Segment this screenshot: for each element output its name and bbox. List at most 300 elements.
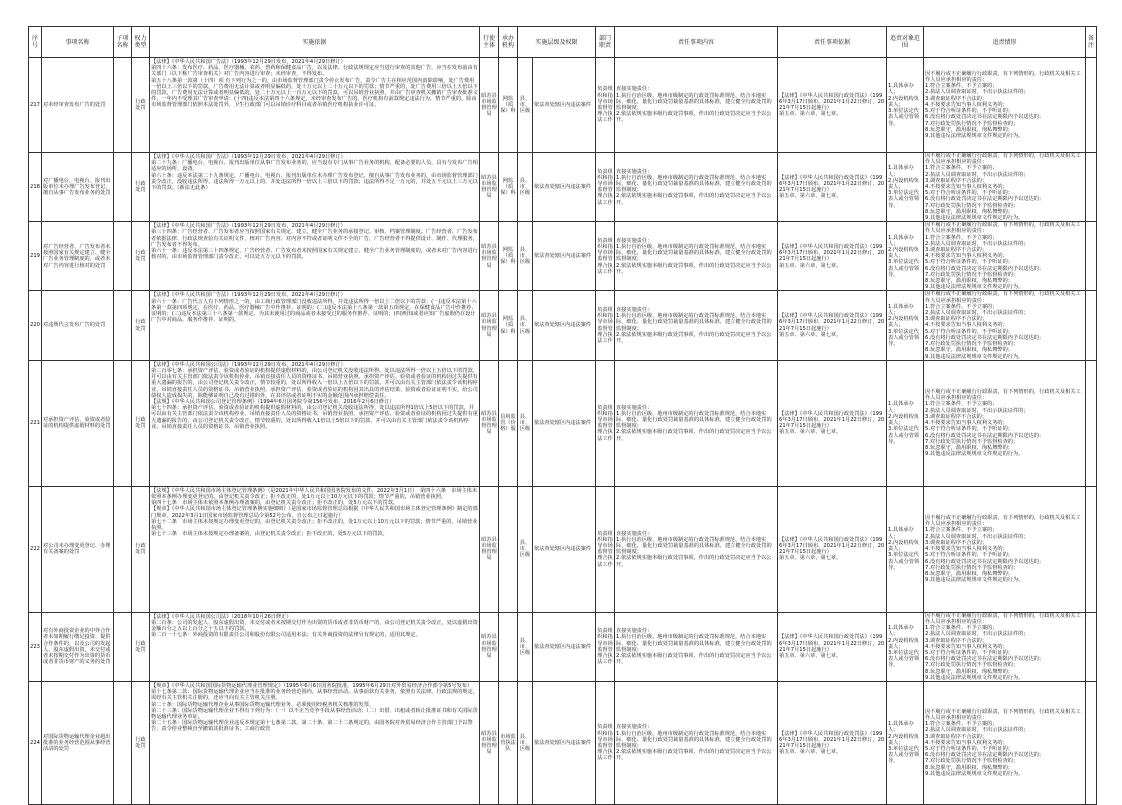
accountability-situations-line: 因不履行或不正确履行行政职责，有下列情形的，行政机关及相关工作人员应承担相应的责任：	[925, 515, 1081, 528]
remark	[1086, 291, 1097, 360]
responsibility-basis	[778, 681, 887, 804]
legal-basis-line: 第二百一十七条：外商投资的有限责任公司和股份有限公司适用本法；有关外商投资的法律另有规定的，适用其规定。	[151, 632, 421, 639]
row-number: 222	[29, 486, 42, 612]
accountability-situations-line: 6.没有将行政处罚决定书在法定期限内予以送达的；	[925, 265, 1045, 272]
col-header-subject: 行使主体	[480, 27, 499, 58]
responsibility-basis-line: 【法律】《中华人民共和国行政处罚法》（1996年3月17日颁布，2021年1月22日修订，2021年7月15日起施行）	[779, 243, 885, 263]
authority-scope: 依法查处辖区内违法案件	[533, 153, 596, 222]
accountability-situations-line: 7.对行政处罚执行情况不予监督检查的；	[925, 271, 1019, 278]
remark	[1086, 222, 1097, 291]
responsibility-content-line: 直接实施责任：	[616, 168, 653, 175]
accountability-situations	[924, 291, 1086, 360]
accountability-situations-line: 1.符合立案条件，不予立案的；	[925, 165, 998, 172]
remark	[1086, 681, 1097, 804]
accountability-situations-line: 5.对于符合听证条件的，不予听证的；	[925, 328, 1013, 335]
accountability-situations-line: 1.符合立案条件，不予立案的；	[925, 721, 998, 728]
accountability-situations-line: 8.玩忽职守，滥用职权、徇私舞弊的；	[925, 668, 1013, 675]
legal-basis-line: 【法规】《中华人民共和国公司登记管理条例》（1994年6月国务院令第156号发布，2016年2月6日修订）	[151, 398, 395, 405]
responsibility-basis-line: 第五章、第六章、第七章。	[779, 749, 842, 756]
accountability-targets-line: 2.内设机构负责人；	[888, 413, 919, 427]
accountability-situations-line: 6.没有将行政处罚决定书在法定期限内予以送达的；	[925, 196, 1045, 203]
accountability-situations-line: 4.不按要求告知当事人权利义务的；	[925, 546, 1008, 553]
department-duty: 负责组织和指导市场监督管理合执法工作	[596, 486, 615, 612]
table-body	[29, 58, 1097, 805]
accountability-situations	[924, 222, 1086, 291]
accountability-targets-line: 1.具体承办人；	[888, 83, 914, 96]
accountability-situations-line: 4.不按要求告知当事人权利义务的；	[925, 739, 1008, 746]
power-type: 行政处罚	[132, 58, 150, 153]
accountability-situations	[924, 153, 1086, 222]
legal-basis-line: 第二十条：国际货物运输代理企业从事国际货物运输代理业务，必须使用经税务机关核准的发票。	[151, 701, 375, 708]
executing-subject: 昭苏县市场监督管理局	[480, 681, 499, 804]
accountability-situations-line: 9.其他违反法律法规规章文件规定的行为。	[925, 674, 1024, 681]
accountability-targets	[887, 612, 924, 681]
accountability-situations-line: 5.对于符合听证条件的，不予听证的；	[925, 108, 1013, 115]
responsibility-basis-line: 第五章、第六章、第七章。	[779, 555, 842, 562]
responsibility-basis-line: 【法律】《中华人民共和国行政处罚法》（1996年3月17日颁布，2021年1月22日修订，2021年7月15日起施行）	[779, 730, 885, 749]
accountability-situations-line: 1.符合立案条件，不予立案的；	[925, 303, 998, 310]
legal-basis-line: 【法律】《中华人民共和国广告法》（1993年12月29日发布，2021年4月29日修订）	[151, 59, 346, 65]
accountability-situations-line: 因不履行或不正确履行行政职责，有下列情形的，行政机关及相关工作人员应承担相应的责任：	[925, 291, 1081, 304]
item-name: 对公司未办理变更登记、办理有关备案的处罚	[42, 486, 114, 612]
accountability-situations-line: 3.调查取证程序不合法的；	[925, 637, 988, 644]
executing-subject: 昭苏县市场监督管理局	[480, 222, 499, 291]
row-number: 218	[29, 153, 42, 222]
responsibility-content-line: 1.执行自治区级、地州市级制定的行政处罚标准规范，结合本地实际，细化、量化行政处罚裁量基准的具体标准，建立健全行政处罚的监督制度；	[616, 243, 772, 263]
table-row	[29, 612, 1097, 681]
accountability-situations-line: 8.玩忽职守，滥用职权、徇私舞弊的；	[925, 347, 1013, 354]
responsibility-content-line: 直接实施责任：	[616, 530, 653, 537]
accountability-situations-line: 9.其他违反法律法规规章文件规定的行为。	[925, 577, 1024, 584]
authority-list-sheet	[28, 26, 1096, 805]
row-number: 221	[29, 360, 42, 486]
responsibility-content	[615, 360, 778, 486]
legal-basis	[150, 58, 480, 153]
authority-table	[28, 26, 1097, 805]
responsibility-basis-line: 【法律】《中华人民共和国行政处罚法》（1996年3月17日颁布，2021年1月22日修订，2021年7月15日起施行）	[779, 313, 885, 332]
accountability-situations-line: 9.其他违反法律法规规章文件规定的行为。	[925, 284, 1024, 291]
accountability-situations-line: 4.不按要求告知当事人权利义务的；	[925, 253, 1008, 260]
department-duty: 负责组织和指导市场监督管理合执法工作	[596, 360, 615, 486]
accountability-situations-line: 6.没有将行政处罚决定书在法定期限内予以送达的；	[925, 114, 1045, 121]
table-row	[29, 58, 1097, 153]
legal-basis-line: 第四十七条 市场主体未依照本条例办理备案的，由登记机关责令改正；拒不改正的，处5万元以下的罚款。	[151, 500, 399, 507]
accountability-situations-line: 2.执法人员调查取证时，不出示执法证件的；	[925, 310, 1029, 317]
col-header-duty: 部门职责	[596, 27, 615, 58]
legal-basis-line: 【规章】《中华人民共和国国际货物运输代理业管理规定》（1995年6月6日国务院批准，1995年6月29日对外贸易经济合作部令第5号发布）	[151, 682, 473, 689]
accountability-targets-line: 1.具体承办人；	[888, 527, 914, 540]
responsibility-content-line: 直接实施责任：	[616, 404, 653, 411]
accountability-situations-line: 6.没有将行政处罚决定书在法定期限内予以送达的；	[925, 432, 1045, 439]
responsibility-content-line: 2.依法依规实施本级行政处罚事项，作出的行政处罚决定应当予以公开。	[616, 653, 772, 666]
responsibility-content-line: 1.执行自治区级、地州市级制定的行政处罚标准规范，结合本地实际，细化、量化行政处罚裁量基准的具体标准，建立健全行政处罚的监督制度；	[616, 92, 772, 111]
department-duty: 负责组织和指导市场监督管理合执法工作	[596, 222, 615, 291]
accountability-situations-line: 7.对行政处罚执行情况不予监督检查的；	[925, 438, 1019, 445]
col-header-targets: 追责对象范围	[887, 27, 924, 58]
sub-item-name	[114, 486, 132, 612]
power-type: 行政处罚	[132, 486, 150, 612]
legal-basis-line: 第二百条：公司的发起人、股东虚假出资，未交付或者未按期交付作为出资的货币或者非货币财产的，由公司登记机关责令改正，处以虚假出资金额百分之五以上百分之十五以下的罚款。	[151, 619, 478, 633]
handling-office: 网监（质保）科	[499, 153, 518, 222]
accountability-situations-line: 7.对行政处罚执行情况不予监督检查的；	[925, 564, 1019, 571]
legal-basis-line: 第十七条第二款：国际货物运输代理企业应当在批准的业务经营范围内，从事经营活动。从事前款有关业务，依照有关法律、行政法规的规定，需经有关主管机关注册的，还应当向有关主管机关注册。	[151, 689, 478, 702]
legal-basis-line: 第六十条：违反本法第二十九条规定，广播电台、电视台、报刊出版单位未办理广告发布登记，擅自从事广告发布业务的，由市场监督管理部门责令改正，没收违法所得，违法所得一万元以上的，并处违法所得一倍以上三倍以下的罚款；违法所得不足一万元的，并处五千元以上三万元以下的罚款。（新法无此条）	[151, 172, 478, 192]
accountability-situations-line: 7.对行政处罚执行情况不予监督检查的；	[925, 120, 1019, 127]
legal-basis	[150, 222, 480, 291]
accountability-situations-line: 9.其他违反法律法规规章文件规定的行为。	[925, 132, 1024, 139]
accountability-situations-line: 9.其他违反法律法规规章文件规定的行为。	[925, 215, 1024, 222]
accountability-situations-line: 1.符合立案条件，不予立案的；	[925, 625, 998, 632]
accountability-situations-line: 7.对行政处罚执行情况不予监督检查的；	[925, 758, 1019, 765]
accountability-situations-line: 5.对于符合听证条件的，不予听证的；	[925, 746, 1013, 753]
power-type: 行政处罚	[132, 681, 150, 804]
accountability-situations-line: 因不履行或不正确履行行政职责，有下列情形的，行政机关及相关工作人员应承担相应的责任：	[925, 70, 1081, 84]
accountability-situations-line: 因不履行或不正确履行行政职责，有下列情形的，行政机关及相关工作人员应承担相应的责任：	[925, 153, 1081, 166]
accountability-targets-line: 2.内设机构负责人；	[888, 247, 919, 260]
item-name: 对广告经营者、广告发布者未按照国家有关规定建立、健全广告业务管理制度的，或者未对广告内容进行核对的处罚	[42, 222, 114, 291]
accountability-targets-line: 3.单位法定代表人或分管领导。	[888, 746, 920, 765]
authority-scope: 依法查处辖区内违法案件	[533, 58, 596, 153]
accountability-situations-line: 4.不按要求告知当事人权利义务的；	[925, 420, 1008, 427]
accountability-targets	[887, 58, 924, 153]
sub-item-name	[114, 58, 132, 153]
implementation-level: 县、市、区级	[518, 58, 533, 153]
accountability-situations-line: 2.执法人员调查取证时，不出示执法证件的；	[925, 89, 1029, 96]
legal-basis-line: 【法规】《中华人民共和国市场主体登记管理条例》（是2021年中华人民共和国国务院发布的文件，2022年3月1日） 第四十六条 市场主体未依照本条例办理变更登记的，由登记机关责令改正；拒不改正的，处1万元以上10万元以下的罚款；情节严重的，吊销营业执照。	[151, 487, 478, 500]
accountability-situations-line: 6.没有将行政处罚决定书在法定期限内予以送达的；	[925, 558, 1045, 565]
accountability-situations-line: 因不履行或不正确履行行政职责，有下列情形的，行政机关及相关工作人员应承担相应的责任：	[925, 708, 1081, 722]
accountability-targets-line: 1.具体承办人；	[888, 303, 914, 317]
accountability-situations-line: 因不履行或不正确履行行政职责，有下列情形的，行政机关及相关工作人员应承担相应的责任：	[925, 389, 1081, 402]
row-number: 223	[29, 612, 42, 681]
accountability-situations-line: 4.不按要求告知当事人权利义务的；	[925, 101, 1008, 108]
accountability-situations-line: 因不履行或不正确履行行政职责，有下列情形的，行政机关及相关工作人员应承担相应的责任：	[925, 612, 1081, 625]
accountability-targets	[887, 681, 924, 804]
item-name: 对有外商投资企业的中外合作者未如期履行缴足投资、提供合作条件的，以及公司的发起人、股东虚假出资，未交付或者未按期交付作为出资的货币或者非货币财产的义务的处罚	[42, 612, 114, 681]
executing-subject: 昭苏县市场监督管理局	[480, 612, 499, 681]
responsibility-content	[615, 222, 778, 291]
legal-basis-line: 第二百零七条：承担资产评估、验资或者验证的机构提供虚假材料的，由公司登记机关没收违法所得，处以违法所得一倍以上五倍以下的罚款，并可以由有关主管部门依法责令该机构停业、吊销直接责任人员的资格证书，吊销营业执照。承担资产评估、验资或者验证的机构因过失提供有重大遗漏的报告的，由公司登记机关责令改正，情节较重的，处以所得收入一倍以上五倍以下的罚款，并可以由有关主管部门依法责令该机构停业、吊销直接责任人员的资格证书，吊销营业执照。承担资产评估、验资或者验证的机构因其出具的评估结果、验资或者验证证明不实，给公司债权人造成损失的，除能够证明自己没有过错的外，在其评估或者证明不实的金额范围内承担赔偿责任。	[151, 367, 478, 399]
legal-basis-line: 【规章】《中华人民共和国市场主体登记管理条例实施细则》（是国家市场监督管理总局根据《中华人民共和国市场主体登记管理条例》制定的部门规章。2022年3月1日国家市场监督管理总局令第52号公布，自公布之日起施行）	[151, 506, 478, 519]
accountability-targets-line: 1.具体承办人；	[888, 625, 914, 638]
responsibility-basis	[778, 58, 887, 153]
handling-office: 市场监管执法队	[499, 681, 518, 804]
implementation-level: 县、市、区级	[518, 612, 533, 681]
table-row	[29, 222, 1097, 291]
responsibility-content-line: 2.依法依规实施本级行政处罚事项，作出的行政处罚决定应当予以公开。	[616, 111, 772, 124]
legal-basis-line: 第六十一条：违反本法第三十四条规定，广告经营者、广告发布者未按照国家有关规定建立、健全广告业务管理制度的，或者未对广告内容进行核对的，由市场监督管理部门责令改正，可以处五万元以下的罚款。	[151, 248, 478, 261]
legal-basis-line: 【法律】《中华人民共和国公司法》（1993年12月29日发布，2021年4月29日修订）	[151, 361, 346, 368]
responsibility-content-line: 2.依法依规实施本级行政处罚事项，作出的行政处罚决定应当予以公开。	[616, 262, 772, 275]
implementation-level: 县、市、区级	[518, 360, 533, 486]
legal-basis	[150, 360, 480, 486]
implementation-level: 县、市、区级	[518, 153, 533, 222]
responsibility-content	[615, 681, 778, 804]
accountability-situations-line: 1.符合立案条件，不予立案的；	[925, 83, 998, 90]
handling-office: 网监（质保）科	[499, 291, 518, 360]
accountability-situations-line: 9.其他违反法律法规规章文件规定的行为。	[925, 770, 1024, 777]
accountability-situations-line: 8.玩忽职守，滥用职权、徇私舞弊的；	[925, 208, 1013, 215]
responsibility-content	[615, 612, 778, 681]
accountability-situations-line: 8.玩忽职守，滥用职权、徇私舞弊的；	[925, 444, 1013, 451]
accountability-situations-line: 2.执法人员调查取证时，不出示执法证件的；	[925, 171, 1029, 178]
item-name: 对广播电台、电视台、报刊出版单位未办理广告发布登记，擅自从事广告发布业务的处罚	[42, 153, 114, 222]
accountability-situations-line: 1.符合立案条件，不予立案的；	[925, 527, 998, 534]
executing-subject: 昭苏县市场监督管理局	[480, 58, 499, 153]
accountability-situations-line: 3.调查取证程序不合法的；	[925, 733, 988, 740]
accountability-situations-line: 因不履行或不正确履行行政职责，有下列情形的，行政机关及相关工作人员应承担相应的责任：	[925, 222, 1081, 235]
authority-scope: 依法查处辖区内违法案件	[533, 486, 596, 612]
responsibility-content-line: 1.执行自治区级、地州市级制定的行政处罚标准规范，结合本地实际，细化、量化行政处罚裁量基准的具体标准，建立健全行政处罚的监督制度；	[616, 536, 772, 556]
row-number: 220	[29, 291, 42, 360]
executing-subject: 昭苏县市场监督管理局	[480, 486, 499, 612]
col-header-type: 权力类型	[132, 27, 150, 58]
row-number: 217	[29, 58, 42, 153]
responsibility-content-line: 1.执行自治区级、地州市级制定的行政处罚标准规范，结合本地实际，细化、量化行政处罚裁量基准的具体标准，建立健全行政处罚的监督制度；	[616, 410, 772, 430]
implementation-level: 县、市、区级	[518, 291, 533, 360]
accountability-situations-line: 5.对于符合听证条件的，不予听证的；	[925, 552, 1013, 559]
responsibility-content-line: 2.依法依规实施本级行政处罚事项，作出的行政处罚决定应当予以公开。	[616, 193, 772, 206]
accountability-targets-line: 2.内设机构负责人；	[888, 637, 919, 650]
authority-scope: 依法查处辖区内违法案件	[533, 681, 596, 804]
legal-basis	[150, 612, 480, 681]
responsibility-basis-line: 第五章、第六章、第七章。	[779, 429, 842, 436]
responsibility-content	[615, 58, 778, 153]
accountability-targets	[887, 153, 924, 222]
authority-scope: 依法查处辖区内违法案件	[533, 291, 596, 360]
department-duty: 负责组织和指导市场监督管理合执法工作	[596, 153, 615, 222]
legal-basis-line: 第七十三条 市场主体未按规定办理备案的，由登记机关责令改正；拒不改正的，处5万元以下的罚款。	[151, 531, 388, 538]
responsibility-content-line: 直接实施责任：	[616, 86, 653, 93]
row-number: 224	[29, 681, 42, 804]
col-header-level: 实施层级及权限	[518, 27, 596, 58]
accountability-situations-line: 6.没有将行政处罚决定书在法定期限内予以送达的；	[925, 656, 1045, 663]
responsibility-content-line: 2.依法依规实施本级行政处罚事项，作出的行政处罚决定应当予以公开。	[616, 331, 772, 344]
accountability-situations-line: 7.对行政处罚执行情况不予监督检查的；	[925, 341, 1019, 348]
accountability-situations-line: 3.调查取证程序不合法的；	[925, 413, 988, 420]
accountability-situations-line: 1.符合立案条件，不予立案的；	[925, 234, 998, 241]
col-header-sub: 子项名称	[114, 27, 132, 58]
legal-basis-line: 第五十八条第一款第（十四）项 有下列行为之一的，由市场监督管理部门责令停止发布广告，责令广告主在相应范围内消除影响，处广告费用一倍以上三倍以下的罚款，广告费用无法计算或者明显偏低的，处十万元以上二十万元以下的罚款；情节严重的，处广告费用三倍以上五倍以下的罚款，广告费用无法计算或者明显偏低的，处二十万元以上一百万元以下的罚款，可以吊销营业执照，并由广告审查机关撤销广告审查批准文件、一年内不受理其广告审查申请：(十四)违反本法第四十六条规定，未经审查发布广告的。医疗机构有前款规定违法行为，情节严重的，除由市场监督管理部门依照本法处罚外，卫生行政部门可以吊销诊疗科目或者吊销医疗机构执业许可证。	[151, 77, 478, 109]
accountability-situations	[924, 360, 1086, 486]
accountability-situations-line: 3.调查取证程序不合法的；	[925, 539, 988, 546]
department-duty: 负责组织和指导市场监督管理合执法工作	[596, 291, 615, 360]
department-duty: 负责组织和指导市场监督管理合执法工作	[596, 612, 615, 681]
responsibility-content-line: 1.执行自治区级、地州市级制定的行政处罚标准规范，结合本地实际，细化、量化行政处罚裁量基准的具体标准，建立健全行政处罚的监督制度；	[616, 174, 772, 194]
executing-subject: 昭苏县市场监督管理局	[480, 153, 499, 222]
legal-basis-line: 第二十三条：国际货物运输代理企业不得有下列行为：（一）以不正当竞争手段从事经营活动；（二）出借、出租或者转让批准证书和有关国际货物运输代理业务单证。	[151, 707, 478, 720]
department-duty: 负责组织和指导市场监督管理合执法工作	[596, 58, 615, 153]
accountability-situations-line: 5.对于符合听证条件的，不予听证的；	[925, 426, 1013, 433]
table-row	[29, 153, 1097, 222]
handling-office: 信用监管（价格）股	[499, 360, 518, 486]
responsibility-basis-line: 【法律】《中华人民共和国行政处罚法》（1996年3月17日颁布，2021年1月22日修订，2021年7月15日起施行）	[779, 634, 885, 653]
col-header-office: 承办机构	[499, 27, 518, 58]
accountability-targets	[887, 360, 924, 486]
power-type: 行政处罚	[132, 360, 150, 486]
col-header-basis: 实施依据	[150, 27, 480, 58]
handling-office: 网监（质保）科	[499, 222, 518, 291]
accountability-targets-line: 3.单位法定代表人或分管领导。	[888, 649, 920, 669]
row-number: 219	[29, 222, 42, 291]
accountability-targets-line: 3.单位法定代表人或分管领导。	[888, 552, 920, 571]
responsibility-basis-line: 第五章、第六章、第七章。	[779, 331, 842, 338]
responsibility-basis-line: 【法律】《中华人民共和国行政处罚法》（1996年3月17日颁布，2021年1月22日修订，2021年7月15日起施行）	[779, 174, 885, 194]
accountability-targets-line: 3.单位法定代表人或分管领导。	[888, 328, 920, 348]
responsibility-content-line: 2.依法依规实施本级行政处罚事项，作出的行政处罚决定应当予以公开。	[616, 749, 772, 762]
accountability-targets	[887, 486, 924, 612]
accountability-targets-line: 2.内设机构负责人；	[888, 177, 919, 191]
legal-basis-line: 【法律】《中华人民共和国广告法》（1993年12月29日发布，2021年4月29日修订）	[151, 292, 346, 299]
legal-basis	[150, 291, 480, 360]
accountability-situations-line: 3.调查取证程序不合法的；	[925, 95, 988, 102]
authority-scope: 依法查处辖区内违法案件	[533, 612, 596, 681]
legal-basis	[150, 486, 480, 612]
item-name: 对承担资产评估、验资或者验证的机构提供虚假材料的处罚	[42, 360, 114, 486]
item-name: 对违规代言发布广告的处罚	[42, 291, 114, 360]
accountability-situations-line: 2.执法人员调查取证时，不出示执法证件的；	[925, 631, 1029, 638]
responsibility-content-line: 直接实施责任：	[616, 724, 653, 731]
accountability-targets	[887, 291, 924, 360]
responsibility-content-line: 直接实施责任：	[616, 306, 653, 313]
legal-basis-line: 第七十二条 市场主体未按规定办理变更登记的，由登记机关责令改正；拒不改正的，处1万元以上10万元以下的罚款；情节严重的，吊销营业执照。	[151, 518, 478, 531]
legal-basis-line: 【法律】《中华人民共和国广告法》（1993年12月29日发布，2021年4月29日修订）	[151, 223, 346, 230]
accountability-situations-line: 6.没有将行政处罚决定书在法定期限内予以送达的；	[925, 752, 1045, 759]
legal-basis-line: 【法律】《中华人民共和国广告法》（1993年12月29日发布，2021年4月29日修订）	[151, 154, 346, 160]
responsibility-basis-line: 第五章、第六章、第七章。	[779, 111, 842, 118]
power-type: 行政处罚	[132, 153, 150, 222]
item-name: 对未经审查发布广告的处罚	[42, 58, 114, 153]
col-header-no: 序号	[29, 27, 42, 58]
responsibility-basis	[778, 486, 887, 612]
authority-scope: 依法查处辖区内违法案件	[533, 360, 596, 486]
accountability-situations	[924, 612, 1086, 681]
accountability-situations-line: 8.玩忽职守，滥用职权、徇私舞弊的；	[925, 570, 1013, 577]
accountability-targets-line: 3.单位法定代表人或分管领导。	[888, 190, 920, 209]
col-header-content: 责任事项内容	[615, 27, 778, 58]
responsibility-content-line: 1.执行自治区级、地州市级制定的行政处罚标准规范，结合本地实际，细化、量化行政处罚裁量基准的具体标准，建立健全行政处罚的监督制度；	[616, 730, 772, 749]
accountability-situations-line: 7.对行政处罚执行情况不予监督检查的；	[925, 202, 1019, 209]
power-type: 行政处罚	[132, 612, 150, 681]
responsibility-basis	[778, 360, 887, 486]
accountability-targets-line: 1.具体承办人；	[888, 234, 914, 247]
remark	[1086, 360, 1097, 486]
accountability-situations-line: 9.其他违反法律法规规章文件规定的行为。	[925, 353, 1024, 360]
accountability-situations-line: 5.对于符合听证条件的，不予听证的；	[925, 190, 1013, 197]
accountability-targets-line: 2.内设机构负责人；	[888, 539, 919, 553]
sub-item-name	[114, 360, 132, 486]
legal-basis-line: 【法律】《中华人民共和国公司法》（2018年10月26日修正）	[151, 613, 292, 620]
handling-office: 网监（质保）科	[499, 58, 518, 153]
power-type: 行政处罚	[132, 291, 150, 360]
remark	[1086, 153, 1097, 222]
col-header-remark: 备注	[1086, 27, 1097, 58]
accountability-targets-line: 3.单位法定代表人或分管领导。	[888, 426, 920, 445]
table-row	[29, 291, 1097, 360]
table-row	[29, 681, 1097, 804]
col-header-name: 事项名称	[42, 27, 114, 58]
accountability-situations-line: 2.执法人员调查取证时，不出示执法证件的；	[925, 407, 1029, 414]
responsibility-content-line: 2.依法依规实施本级行政处罚事项，作出的行政处罚决定应当予以公开。	[616, 555, 772, 568]
legal-basis-line: 第七十四条：承担资产评估、验资或者验证的机构提供虚假材料的，由公司登记机关没收违法所得，处以违法所得1倍以上5倍以下的罚款，并可以由有关主管部门依法责令该机构停业、吊销直接责任人员的资格证书，吊销营业执照。承担资产评估、验资或者验证的机构因过失提供有重大遗漏的报告的，由公司登记机关责令改正，情节较重的，处以所得收入1倍以上5倍以下的罚款，并可以由有关主管部门依法责令该机构停业、吊销直接责任人员的资格证书，吊销营业执照。	[151, 405, 478, 430]
accountability-situations-line: 4.不按要求告知当事人权利义务的；	[925, 184, 1008, 191]
sub-item-name	[114, 681, 132, 804]
accountability-situations-line: 7.对行政处罚执行情况不予监督检查的；	[925, 662, 1019, 669]
responsibility-basis	[778, 222, 887, 291]
table-row	[29, 486, 1097, 612]
legal-basis	[150, 681, 480, 804]
responsibility-basis	[778, 153, 887, 222]
responsibility-content	[615, 486, 778, 612]
item-name: 对国际货物运输代理企业超出批准的业务经营范围从事经营活动的处罚	[42, 681, 114, 804]
accountability-situations-line: 2.执法人员调查取证时，不出示执法证件的；	[925, 727, 1029, 734]
department-duty: 负责组织和指导市场监督管理合执法工作	[596, 681, 615, 804]
remark	[1086, 58, 1097, 153]
responsibility-content	[615, 153, 778, 222]
executing-subject: 昭苏县市场监督管理局	[480, 291, 499, 360]
handling-office	[499, 612, 518, 681]
accountability-targets-line: 2.内设机构负责人；	[888, 95, 919, 108]
accountability-situations-line: 5.对于符合听证条件的，不予听证的；	[925, 649, 1013, 656]
sub-item-name	[114, 153, 132, 222]
accountability-situations	[924, 486, 1086, 612]
accountability-targets-line: 3.单位法定代表人或分管领导。	[888, 259, 920, 278]
implementation-level: 县、市、区级	[518, 486, 533, 612]
accountability-targets-line: 1.具体承办人；	[888, 165, 914, 178]
accountability-situations-line: 8.玩忽职守，滥用职权、徇私舞弊的；	[925, 764, 1013, 771]
power-type: 行政处罚	[132, 222, 150, 291]
responsibility-basis-line: 【法律】《中华人民共和国行政处罚法》（1996年3月17日颁布，2021年1月22日修订，2021年7月15日起施行）	[779, 536, 885, 556]
legal-basis-line: 第四十六条：发布医疗、药品、医疗器械、农药、兽药和保健食品广告，以及法律、行政法规规定应当进行审查的其他广告，应当在发布前由有关部门（以下称广告审查机关）对广告内容进行审查；未经审查，不得发布。	[151, 65, 478, 78]
legal-basis-line: 第二十九条：广播电台、电视台、报刊出版单位从事广告发布业务的，应当设有专门从事广告业务的机构，配备必要的人员，具有与发布广告相适应的场所、设备。	[151, 160, 478, 173]
remark	[1086, 612, 1097, 681]
responsibility-basis-line: 第五章、第六章、第七章。	[779, 193, 842, 200]
accountability-situations-line: 3.调查取证程序不合法的；	[925, 247, 988, 254]
col-header-liability-basis: 责任事项依据	[778, 27, 887, 58]
accountability-targets	[887, 222, 924, 291]
accountability-situations-line: 4.不按要求告知当事人权利义务的；	[925, 643, 1008, 650]
responsibility-content-line: 直接实施责任：	[616, 628, 653, 635]
responsibility-basis-line: 【法律】《中华人民共和国行政处罚法》（1996年3月17日颁布，2021年1月22日修订，2021年7月15日起施行）	[779, 92, 885, 111]
implementation-level: 县、市、区级	[518, 681, 533, 804]
responsibility-content	[615, 291, 778, 360]
accountability-targets-line: 2.内设机构负责人；	[888, 316, 919, 329]
responsibility-basis-line: 第五章、第六章、第七章。	[779, 262, 842, 269]
responsibility-basis-line: 第五章、第六章、第七章。	[779, 653, 842, 660]
handling-office	[499, 486, 518, 612]
authority-scope: 依法查处辖区内违法案件	[533, 222, 596, 291]
implementation-level: 县、市、区级	[518, 222, 533, 291]
remark	[1086, 486, 1097, 612]
legal-basis-line: 第三十四条：广告经营者、广告发布者应当按照国家有关规定，建立、健全广告业务的承接登记、审核、档案管理制度。广告经营者、广告发布者依据法律、行政法规查验有关证明文件，核对广告内容。对内容不符或者证明文件不全的广告，广告经营者不得提供设计、制作、代理服务，广告发布者不得发布。	[151, 229, 478, 248]
accountability-situations-line: 9.其他违反法律法规规章文件规定的行为。	[925, 451, 1024, 458]
accountability-situations-line: 2.执法人员调查取证时，不出示执法证件的；	[925, 240, 1029, 247]
accountability-situations-line: 1.符合立案条件，不予立案的；	[925, 401, 998, 408]
accountability-situations-line: 4.不按要求告知当事人权利义务的；	[925, 322, 1008, 329]
accountability-situations-line: 6.没有将行政处罚决定书在法定期限内予以送达的；	[925, 334, 1045, 341]
responsibility-basis-line: 【法律】《中华人民共和国行政处罚法》（1996年3月17日颁布，2021年1月22日修订，2021年7月15日起施行）	[779, 410, 885, 430]
responsibility-content-line: 1.执行自治区级、地州市级制定的行政处罚标准规范，结合本地实际，细化、量化行政处罚裁量基准的具体标准，建立健全行政处罚的监督制度；	[616, 313, 772, 332]
header-row	[29, 27, 1097, 58]
accountability-targets-line: 2.内设机构负责人；	[888, 733, 919, 746]
legal-basis	[150, 153, 480, 222]
accountability-situations-line: 3.调查取证程序不合法的；	[925, 316, 988, 323]
col-header-situations: 追责情形	[924, 27, 1086, 58]
sub-item-name	[114, 291, 132, 360]
responsibility-content-line: 1.执行自治区级、地州市级制定的行政处罚标准规范，结合本地实际，细化、量化行政处罚裁量基准的具体标准，建立健全行政处罚的监督制度；	[616, 634, 772, 653]
accountability-situations-line: 2.执法人员调查取证时，不出示执法证件的；	[925, 533, 1029, 540]
accountability-situations	[924, 58, 1086, 153]
